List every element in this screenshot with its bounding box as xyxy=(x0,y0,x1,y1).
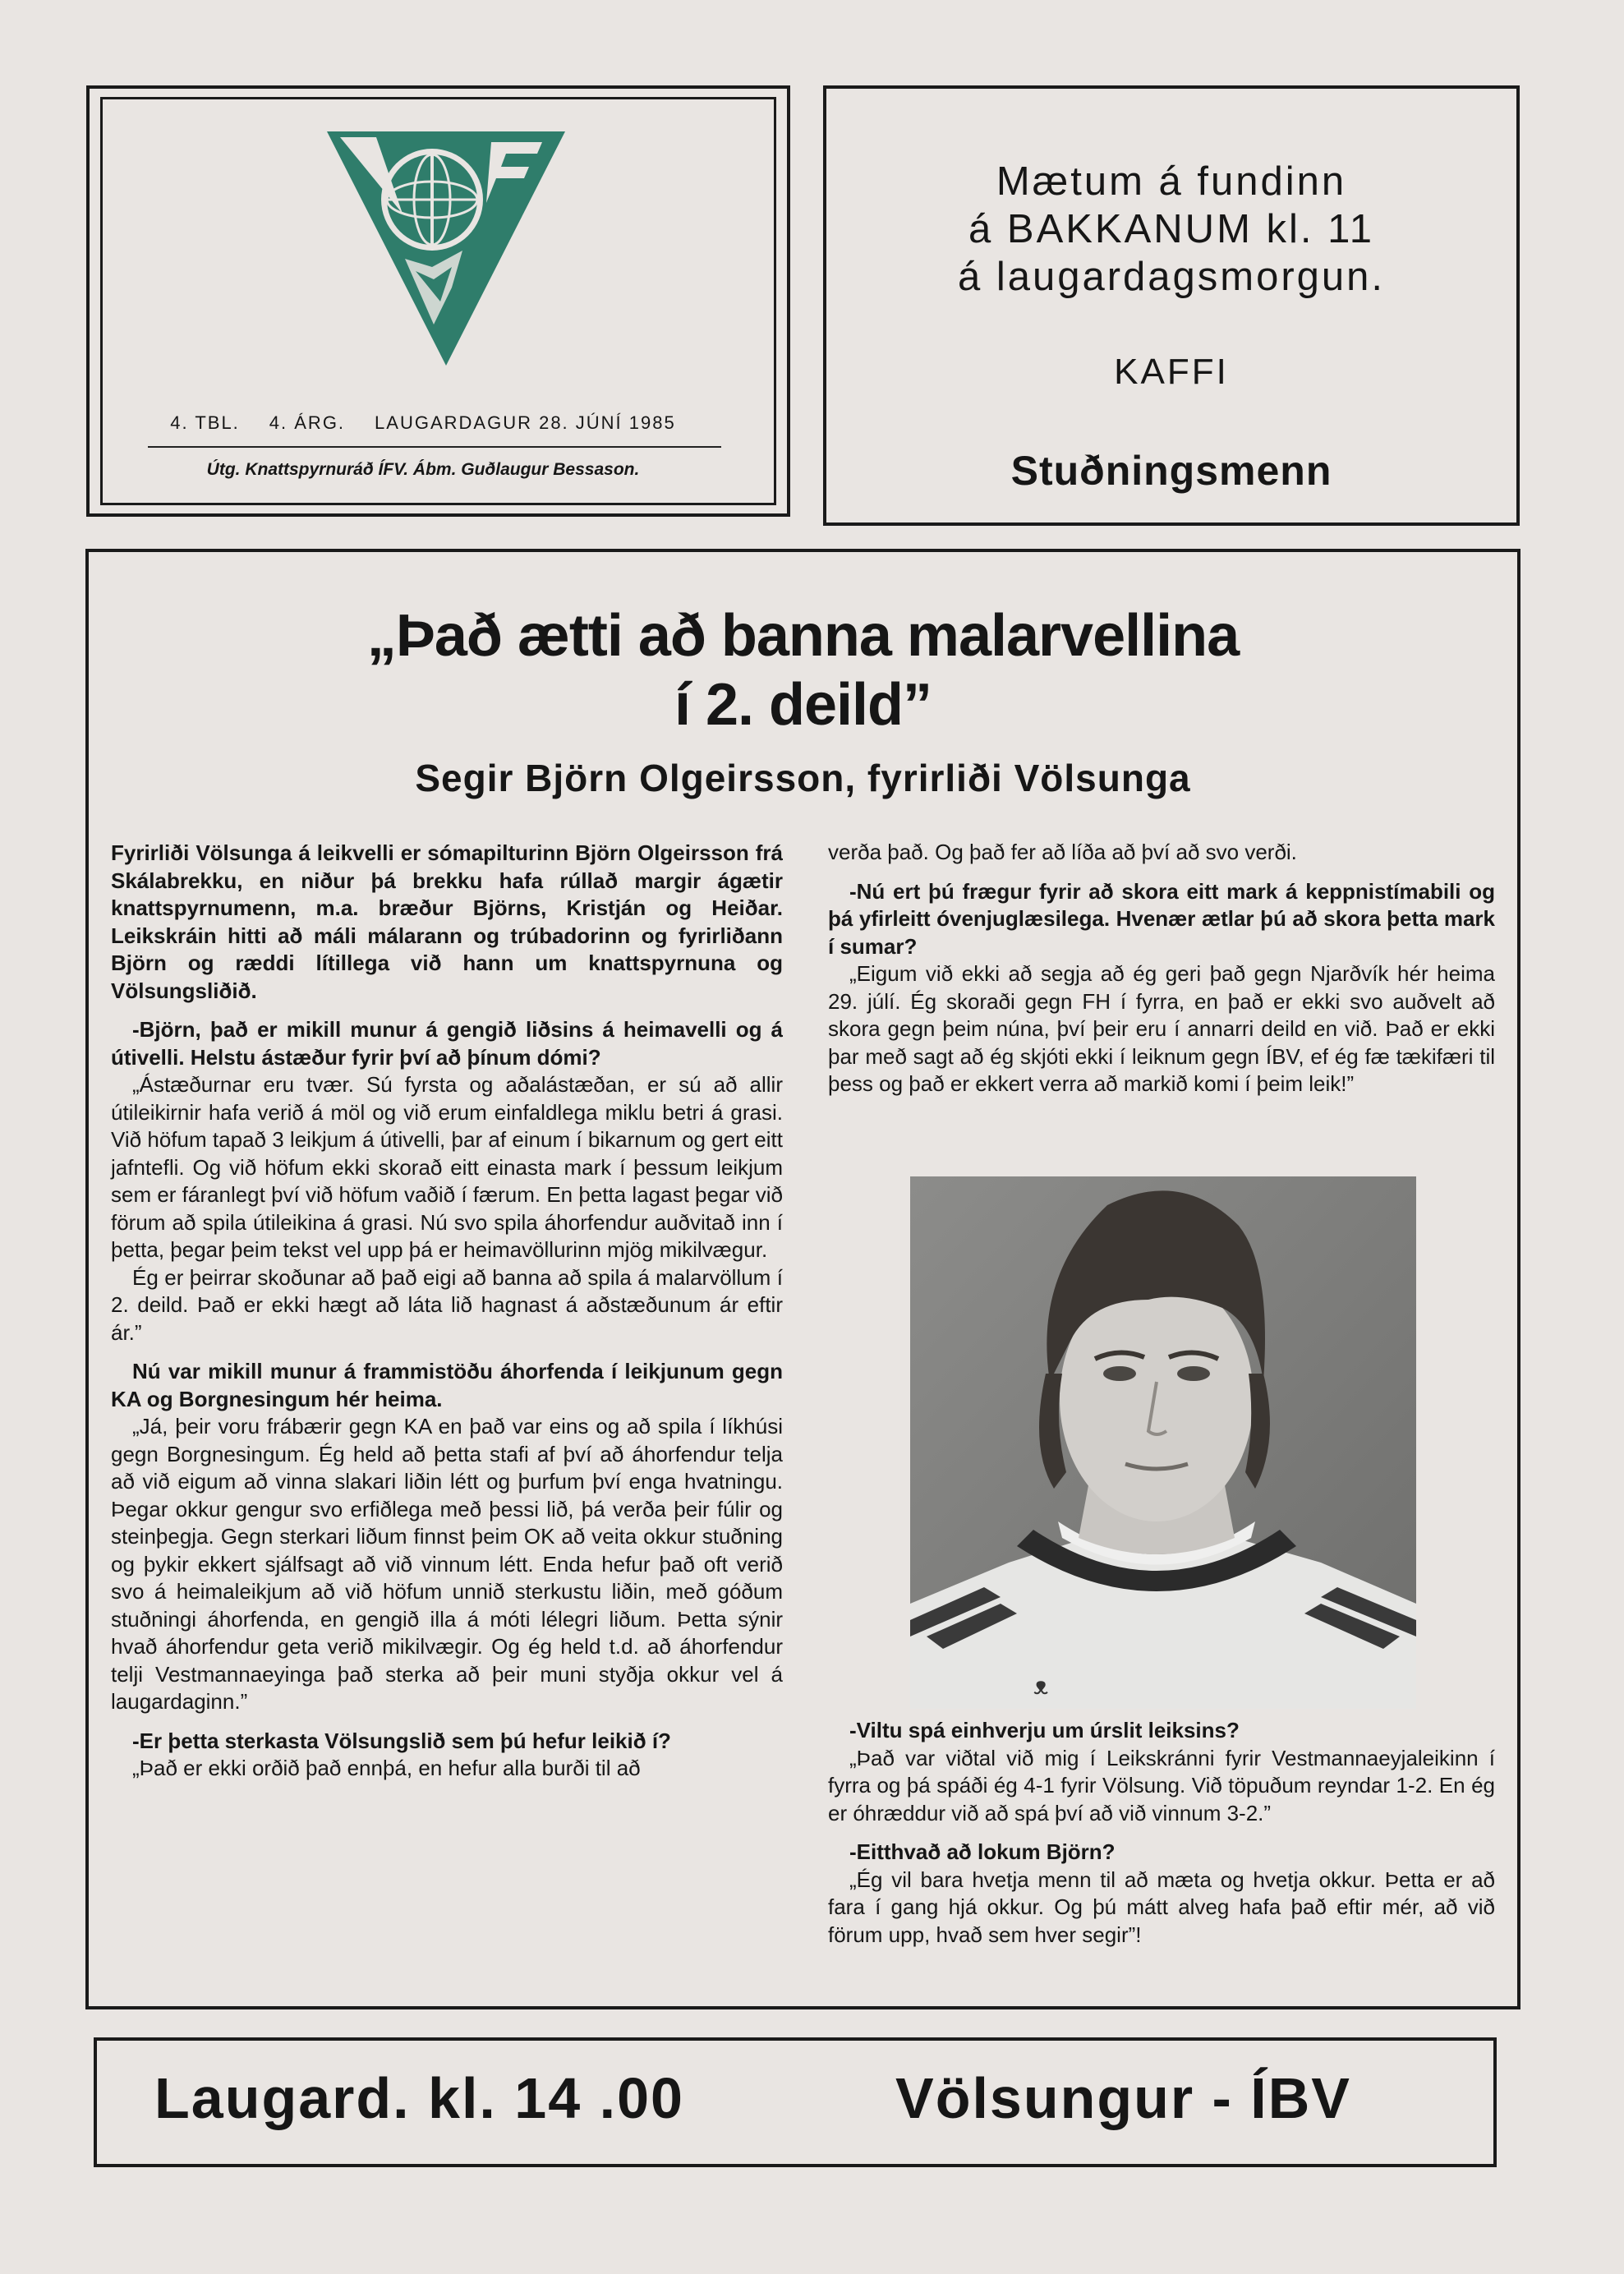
question-3: -Er þetta sterkasta Völsungslið sem þú hefur leikið í? xyxy=(132,1728,671,1753)
article-frame xyxy=(85,549,1520,2009)
match-time: Laugard. kl. 14 .00 xyxy=(154,2066,684,2130)
question-5: -Viltu spá einhverju um úrslit leiksins? xyxy=(849,1718,1240,1742)
publisher-line: Útg. Knattspyrnuráð ÍFV. Ábm. Guðlaugur Bessason. xyxy=(206,460,640,479)
answer-1a: „Ástæðurnar eru tvær. Sú fyrsta og aðalástæðan, er sú að allir útileikirnir hafa verið á möl og við erum einfaldlega miklu betri á grasi. Við höfum tapað 3 leikjum á útivelli, þar af einum í bikarnum og gert eitt jafntefli. Og við höfum ekki skorað eitt einasta mark í þessum leikjum sem er fáranlegt því við höfum vaðið í færum. En þetta lagast þegar við förum að spila útileikina á grasi. Nú svo spila áhorfendur auðvitað inn í þetta, þegar þeim tekst vel upp þá er heimavöllurinn mjög mikilvægur. xyxy=(111,1072,783,1262)
masthead-rule xyxy=(148,446,721,448)
question-1: -Björn, það er mikill munur á gengið liðsins á heimavelli og á útivelli. Helstu ástæður fyrir því að þínum dómi? xyxy=(111,1017,783,1070)
volume-year: 4. ÁRG. xyxy=(269,412,346,433)
article-column-left xyxy=(111,840,783,1783)
question-6: -Eitthvað að lokum Björn? xyxy=(849,1839,1116,1864)
issue-number: 4. TBL. xyxy=(170,412,240,433)
answer-1b: Ég er þeirrar skoðunar að það eigi að banna að spila á malarvöllum í 2. deild. Það er ekki hægt að láta lið hagnast á aðstæðunum ár eftir ár.” xyxy=(111,1264,783,1345)
match-teams: Völsungur - ÍBV xyxy=(895,2066,1351,2130)
answer-3a: „Það er ekki orðið það ennþá, en hefur alla burði til að xyxy=(132,1756,641,1780)
answer-3b: verða það. Og það fer að líða að því að svo verði. xyxy=(828,840,1297,864)
notice-signature: Stuðningsmenn xyxy=(1010,448,1332,494)
notice-line-1: Mætum á fundinn xyxy=(996,159,1347,204)
match-info-box xyxy=(94,2037,1497,2167)
headline-line-1: „Það ætti að banna malarvellina xyxy=(366,603,1240,669)
question-4: -Nú ert þú frægur fyrir að skora eitt mark á keppnistímabili og þá yfirleitt óvenjuglæsilega. Hvenær ætlar þú að skora þetta mark í sumar? xyxy=(828,878,1495,959)
notice-line-2: á BAKKANUM kl. 11 xyxy=(968,207,1374,251)
answer-2: „Já, þeir voru frábærir gegn KA en það var eins og að spila í líkhúsi gegn Borgnesingum. Ég held að þetta stafi af því að áhorfendur telja að við eigum að vinna slakari liðin létt og þurfum því enga hvatningu. Þegar okkur gengur svo erfiðlega með þessi lið, þá verða þeir fúlir og steinþegja. Gegn sterkari liðum finnst þeim OK að veita okkur stuðning og þykir ekkert sjálfsagt að við vinnum létt. Enda hefur það oft verið svo á heimaleikjum að við höfum unnið sterkustu liðin, með góðum stuðningi áhorfenda, en gengið illa á móti lélegri liðum. Þetta sýnir hvað áhorfendur geta verið mikilvægir. Og ég held t.d. að áhorfendur telji Vestmannaeyinga það sterka að þeir muni styðja okkur vel á laugardaginn.” xyxy=(111,1414,783,1714)
answer-4: „Eigum við ekki að segja að ég geri það gegn Njarðvík hér heima 29. júlí. Ég skoraði gegn FH í fyrra, en það er ekki svo auðvelt að skora gegn þeim núna, því þeir eru í annarri deild en við. Það er ekki þar með sagt að ég skjóti ekki í leiknum gegn ÍBV, ef ég fæ tækifæri til þess og það er ekkert verra að markið komi í þeim leik!” xyxy=(828,961,1495,1096)
meeting-notice-box xyxy=(823,85,1520,526)
answer-6: „Ég vil bara hvetja menn til að mæta og hvetja okkur. Þetta er að fara í gang hjá okkur. Og þú mátt alveg hafa það eftir mér, að við förum upp, hvað sem hver segir”! xyxy=(828,1867,1495,1947)
article-column-right-bottom xyxy=(828,1717,1495,1949)
notice-line-3: á laugardagsmorgun. xyxy=(957,255,1386,299)
article-lead: Fyrirliði Völsunga á leikvelli er sómapilturinn Björn Olgeirsson frá Skálabrekku, en niður þá brekku hafa rúllað margir ágætir knattspyrnumenn, m.a. bræður Björns, Kristján og Heiðar. Leikskráin hitti að máli málarann og trúbadorinn og fyrirliðann Björn og ræddi lítillega við hann um knattspyrnuna og Völsungsliðið. xyxy=(111,840,783,1003)
ifv-logo-icon xyxy=(327,127,569,370)
question-2: Nú var mikill munur á frammistöðu áhorfenda í leikjunum gegn KA og Borgnesingum hér heima. xyxy=(111,1359,783,1411)
notice-main-text xyxy=(826,158,1516,301)
article-headline xyxy=(89,601,1517,739)
player-portrait-photo xyxy=(910,1176,1416,1709)
issue-date: LAUGARDAGUR 28. JÚNÍ 1985 xyxy=(375,412,676,433)
issue-line xyxy=(123,412,723,434)
svg-text:ᴥ: ᴥ xyxy=(1033,1672,1049,1701)
notice-coffee: KAFFI xyxy=(1114,352,1229,392)
article-subheadline: Segir Björn Olgeirsson, fyrirliði Völsunga xyxy=(415,757,1191,799)
headline-line-2: í 2. deild” xyxy=(674,672,932,738)
article-column-right-top xyxy=(828,839,1495,1098)
answer-5: „Það var viðtal við mig í Leikskránni fyrir Vestmannaeyjaleikinn í fyrra og þá spáði ég 4-1 fyrir Völsung. Við töpuðum reyndar 1-2. En ég er óhræddur við að spá því að við vinnum 3-2.” xyxy=(828,1745,1495,1825)
